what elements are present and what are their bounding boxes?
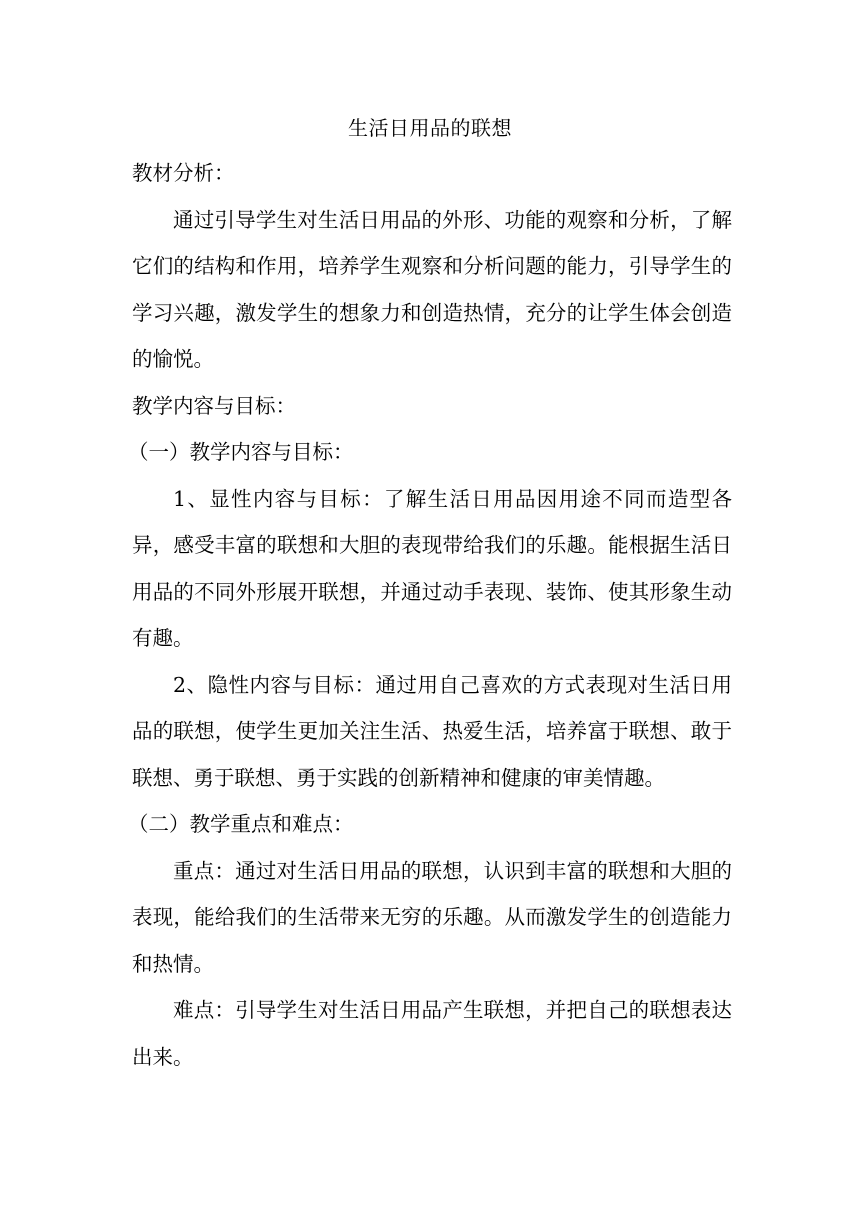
subsection-heading-content-goals: （一）教学内容与目标： <box>128 440 354 464</box>
paragraph-key-point: 重点：通过对生活日用品的联想，认识到丰富的联想和大胆的表现，能给我们的生活带来无穷的乐趣。从而激发学生的创造能力和热情。 <box>132 858 732 976</box>
document-body <box>128 150 732 1080</box>
subsection-heading-key-points: （二）教学重点和难点： <box>128 812 354 836</box>
paragraph-difficult-point: 难点：引导学生对生活日用品产生联想，并把自己的联想表达出来。 <box>132 998 732 1069</box>
section-heading-teaching-content: 教学内容与目标： <box>132 393 296 418</box>
paragraph-implicit-goals: 2、隐性内容与目标：通过用自己喜欢的方式表现对生活日用品的联想，使学生更加关注生活、热爱生活，培养富于联想、敢于联想、勇于联想、勇于实践的创新精神和健康的审美情趣。 <box>132 672 732 790</box>
paragraph-explicit-goals: 1、显性内容与目标：了解生活日用品因用途不同而造型各异，感受丰富的联想和大胆的表现带给我们的乐趣。能根据生活日用品的不同外形展开联想，并通过动手表现、装饰、使其形象生动有趣。 <box>132 486 732 650</box>
document-title: 生活日用品的联想 <box>348 116 512 140</box>
section-heading-textbook-analysis: 教材分析： <box>132 161 235 185</box>
paragraph-textbook-analysis: 通过引导学生对生活日用品的外形、功能的观察和分析，了解它们的结构和作用，培养学生观察和分析问题的能力，引导学生的学习兴趣，激发学生的想象力和创造热情，充分的让学生体会创造的愉悦。 <box>132 207 732 371</box>
